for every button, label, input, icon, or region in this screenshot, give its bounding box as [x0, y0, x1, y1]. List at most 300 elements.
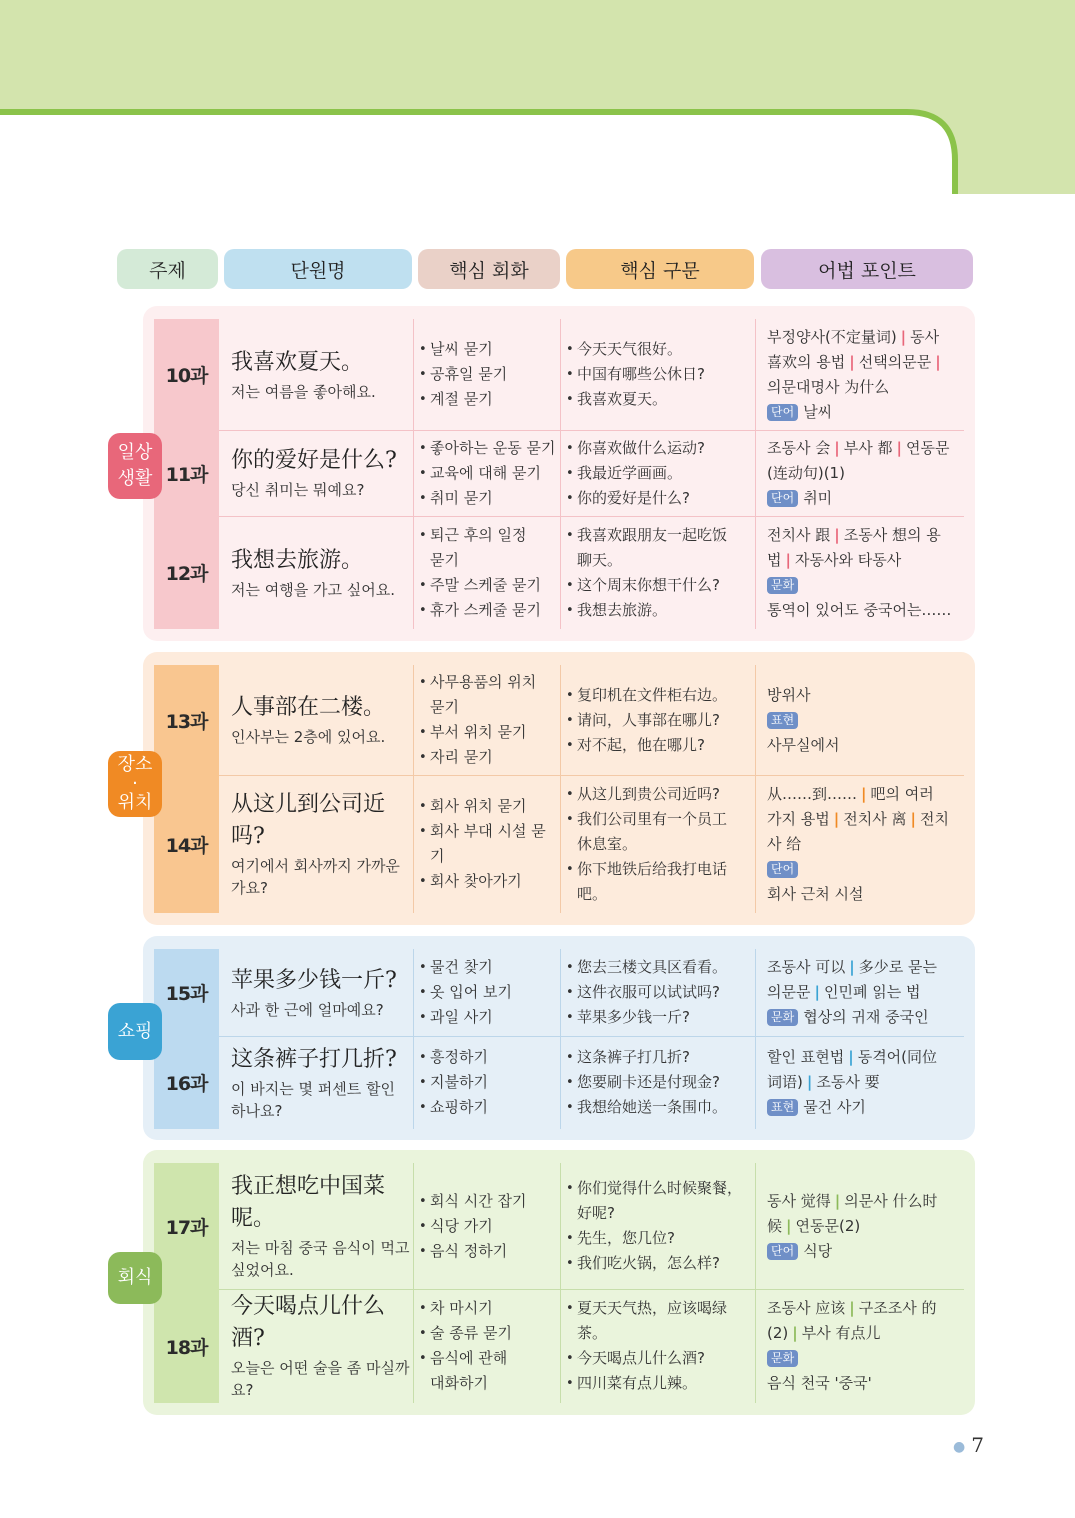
- grammar-text: 词语): [767, 1073, 803, 1091]
- column-divider: [413, 665, 414, 775]
- grammar-separator: |: [834, 525, 840, 544]
- grammar-line: [767, 1239, 959, 1264]
- grammar-tag: 단어: [767, 404, 798, 421]
- lesson-title-chinese: 你的爱好是什么?: [231, 448, 397, 473]
- grammar-cell: [767, 775, 959, 913]
- grammar-line: [767, 1045, 959, 1070]
- syntax-item-text: 我想去旅游。: [577, 600, 668, 619]
- grammar-text: 법: [767, 550, 782, 569]
- conversation-item: [419, 337, 559, 362]
- grammar-text: 자동사와 타동사: [794, 550, 902, 569]
- conversation-item: [419, 1005, 559, 1030]
- syntax-item-text: 今天喝点儿什么酒?: [577, 1349, 705, 1367]
- lesson-title-korean-line: 당신 취미는 뭐예요?: [231, 481, 365, 499]
- syntax-item: [566, 486, 754, 511]
- column-divider: [560, 776, 561, 913]
- column-divider: [413, 319, 414, 430]
- conversation-item: [419, 819, 559, 844]
- lesson-title-chinese: 我想去旅游。: [231, 547, 364, 573]
- column-divider: [755, 1290, 756, 1403]
- syntax-item-text: 苹果多少钱一斤?: [577, 1008, 690, 1026]
- column-divider: [560, 431, 561, 516]
- topic-badge-line: 장소: [117, 754, 153, 775]
- grammar-line: [767, 350, 959, 375]
- syntax-item: [566, 387, 754, 412]
- lesson-row: [154, 1163, 964, 1289]
- syntax-item-text: 中国有哪些公休日?: [577, 365, 705, 383]
- conversation-cell: [419, 319, 559, 430]
- conversation-item-text: 공휴일 묻기: [430, 365, 508, 383]
- conversation-item-text: 식당 가기: [430, 1216, 493, 1235]
- syntax-list: [566, 782, 754, 907]
- grammar-text: 음식 천국 '중국': [767, 1374, 872, 1392]
- lesson-title-korean: [231, 726, 411, 748]
- conversation-list: [419, 523, 559, 623]
- syntax-item-text: 我想给她送一条围巾。: [577, 1098, 728, 1116]
- lesson-row: [154, 1036, 964, 1129]
- syntax-list: [566, 1045, 754, 1120]
- grammar-line: [767, 523, 959, 548]
- syntax-cell: [566, 1163, 754, 1289]
- lesson-row: [154, 775, 964, 913]
- conversation-item-text: 퇴근 후의 일정: [430, 525, 527, 544]
- conversation-item: [419, 980, 559, 1005]
- conversation-item-text: 회사 위치 묻기: [430, 797, 527, 815]
- syntax-item: [566, 1296, 754, 1321]
- grammar-separator: |: [834, 1191, 841, 1210]
- lesson-title-korean-line: 여기에서 회사까지 가까운: [231, 857, 400, 875]
- conversation-list: [419, 1045, 559, 1120]
- conversation-item: [419, 486, 559, 511]
- syntax-item: [566, 683, 754, 708]
- syntax-item: [566, 573, 754, 598]
- syntax-item-text: 你们觉得什么时候聚餐，: [577, 1179, 743, 1197]
- syntax-item: [566, 598, 754, 623]
- syntax-item-text: 这条裤子打几折?: [577, 1048, 690, 1066]
- grammar-text: 候: [767, 1216, 783, 1235]
- grammar-tag: 표현: [767, 712, 798, 729]
- syntax-item: [566, 1045, 754, 1070]
- lesson-number: 10과: [165, 365, 208, 387]
- lesson-title-korean: [231, 1357, 411, 1401]
- topic-badge: [108, 433, 162, 499]
- column-divider: [413, 1163, 414, 1289]
- syntax-item-text: 我喜欢夏天。: [577, 390, 668, 408]
- grammar-line: [767, 486, 959, 511]
- grammar-text: (2): [767, 1324, 789, 1342]
- lesson-title-korean-line: 인사부는 2층에 있어요.: [231, 728, 386, 746]
- grammar-separator: |: [786, 1216, 792, 1235]
- conversation-list: [419, 670, 559, 770]
- grammar-line: [767, 733, 959, 758]
- conversation-list: [419, 337, 559, 412]
- conversation-item: [419, 844, 559, 869]
- page-number-text: 7: [971, 1433, 984, 1457]
- grammar-tag-text: 물건 사기: [803, 1098, 866, 1116]
- top-decorative-band: [0, 0, 1075, 194]
- lesson-title-cell: [231, 430, 411, 516]
- conversation-item-text: 사무용품의 위치: [430, 673, 537, 691]
- grammar-separator: |: [935, 352, 941, 371]
- grammar-tag: 단어: [767, 1243, 798, 1260]
- column-divider: [755, 776, 756, 913]
- grammar-cell: [767, 430, 959, 516]
- lesson-row: [154, 516, 964, 629]
- lesson-title-chinese: 吗?: [231, 824, 265, 849]
- grammar-text: 多少로 묻는: [858, 958, 937, 976]
- grammar-tag: 단어: [767, 861, 798, 878]
- conversation-item-text: 휴가 스케줄 묻기: [430, 600, 541, 619]
- syntax-cell: [566, 665, 754, 775]
- grammar-text: 의문대명사 为什么: [767, 377, 890, 396]
- conversation-item-text: 묻기: [430, 550, 459, 569]
- column-divider: [755, 1037, 756, 1129]
- grammar-separator: |: [849, 1299, 855, 1317]
- topic-badge: [108, 751, 162, 817]
- grammar-separator: |: [896, 438, 902, 457]
- grammar-line: [767, 807, 959, 832]
- conversation-item-text: 자리 묻기: [430, 748, 493, 766]
- conversation-cell: [419, 516, 559, 629]
- grammar-text: (连动句)(1): [767, 463, 845, 482]
- syntax-item-text: 我们公司里有一个员工: [577, 809, 728, 828]
- grammar-line: [767, 1189, 959, 1214]
- conversation-item: [419, 461, 559, 486]
- conversation-item: [419, 1346, 559, 1371]
- topic-badge-line: ·: [132, 773, 138, 794]
- grammar-text: 사무실에서: [767, 735, 840, 754]
- conversation-item-text: 기: [430, 847, 445, 865]
- conversation-item-text: 음식 정하기: [430, 1241, 508, 1260]
- syntax-item-text: 我最近学画画。: [577, 463, 683, 482]
- lesson-title-chinese: 从这儿到公司近: [231, 792, 386, 817]
- syntax-list: [566, 683, 754, 758]
- grammar-tag: 문화: [767, 1009, 798, 1026]
- grammar-separator: |: [910, 809, 916, 828]
- conversation-item-text: 물건 찾기: [430, 958, 493, 976]
- syntax-list: [566, 337, 754, 412]
- conversation-cell: [419, 1163, 559, 1289]
- syntax-item: [566, 1321, 754, 1346]
- column-divider: [755, 665, 756, 775]
- lesson-row: [154, 665, 964, 775]
- grammar-text: 인민폐 읽는 법: [823, 983, 921, 1001]
- grammar-separator: |: [849, 958, 855, 976]
- column-divider: [755, 319, 756, 430]
- syntax-item: [566, 1251, 754, 1276]
- lesson-title-korean: [231, 855, 411, 899]
- conversation-item: [419, 745, 559, 770]
- syntax-item-text: 复印机在文件柜右边。: [577, 685, 728, 704]
- grammar-line: [767, 1095, 959, 1120]
- syntax-list: [566, 955, 754, 1030]
- column-divider: [560, 319, 561, 430]
- conversation-item-text: 회식 시간 잡기: [430, 1191, 527, 1210]
- lesson-number: 18과: [165, 1336, 208, 1359]
- column-divider: [755, 1163, 756, 1289]
- syntax-list: [566, 436, 754, 511]
- lesson-title-korean-line: 이 바지는 몇 퍼센트 할인: [231, 1079, 395, 1098]
- topic-badge-line: 일상: [117, 442, 153, 463]
- conversation-item-text: 날씨 묻기: [430, 340, 493, 358]
- topic-badge: [108, 1252, 162, 1304]
- grammar-line: [767, 400, 959, 425]
- header-grammar: 어법 포인트: [761, 249, 973, 289]
- syntax-item: [566, 807, 754, 832]
- lesson-number: 12과: [165, 563, 208, 585]
- conversation-item: [419, 598, 559, 623]
- grammar-tag: 문화: [767, 577, 798, 594]
- grammar-line: [767, 375, 959, 400]
- conversation-item: [419, 1070, 559, 1095]
- conversation-item: [419, 1239, 559, 1264]
- grammar-cell: [767, 1036, 959, 1129]
- grammar-text: 조동사 要: [816, 1073, 880, 1091]
- grammar-line: [767, 548, 959, 573]
- syntax-item-text: 你喜欢做什么运动?: [577, 438, 705, 457]
- grammar-text: 동격어(同位: [857, 1048, 938, 1066]
- lesson-row: [154, 949, 964, 1036]
- conversation-item: [419, 436, 559, 461]
- conversation-list: [419, 1296, 559, 1396]
- grammar-text: 전치사 离: [843, 809, 907, 828]
- conversation-item-text: 흥정하기: [430, 1048, 488, 1066]
- syntax-item: [566, 733, 754, 758]
- grammar-cell: [767, 665, 959, 775]
- conversation-item-text: 교육에 대해 묻기: [430, 463, 541, 482]
- syntax-item-text: 四川菜有点儿辣。: [577, 1374, 698, 1392]
- grammar-tag-text: 날씨: [803, 402, 833, 421]
- grammar-text: 从……到……: [767, 784, 858, 803]
- grammar-text: 통역이 있어도 중국어는……: [767, 600, 952, 619]
- topic-badge-line: 생활: [117, 468, 153, 489]
- syntax-item-text: 聊天。: [577, 550, 623, 569]
- lesson-title-korean-line: 저는 여행을 가고 싶어요.: [231, 580, 395, 599]
- lesson-title-cell: [231, 775, 411, 913]
- lesson-title-chinese: 苹果多少钱一斤?: [231, 967, 397, 993]
- syntax-item-text: 你的爱好是什么?: [577, 488, 690, 507]
- column-divider: [755, 431, 756, 516]
- grammar-text: 전치: [919, 809, 949, 828]
- syntax-item: [566, 337, 754, 362]
- lesson-number: 11과: [165, 463, 208, 486]
- lesson-title-cell: [231, 1163, 411, 1289]
- syntax-item: [566, 1095, 754, 1120]
- conversation-item: [419, 573, 559, 598]
- grammar-tag-text: 취미: [803, 488, 833, 507]
- grammar-line: [767, 1346, 959, 1371]
- syntax-item: [566, 523, 754, 548]
- conversation-item: [419, 387, 559, 412]
- syntax-item: [566, 461, 754, 486]
- lesson-title-korean-line: 저는 마침 중국 음식이 먹고: [231, 1239, 410, 1257]
- grammar-cell: [767, 949, 959, 1036]
- conversation-item: [419, 695, 559, 720]
- column-divider: [413, 776, 414, 913]
- conversation-item-text: 좋아하는 운동 묻기: [430, 438, 556, 457]
- grammar-text: 부사 都: [843, 438, 893, 457]
- syntax-item: [566, 1070, 754, 1095]
- grammar-separator: |: [806, 1073, 813, 1091]
- syntax-item: [566, 436, 754, 461]
- grammar-line: [767, 1214, 959, 1239]
- grammar-tag: 표현: [767, 1099, 798, 1116]
- syntax-item: [566, 882, 754, 907]
- lesson-row: [154, 430, 964, 516]
- grammar-text: 조동사 可以: [767, 958, 846, 976]
- syntax-item-text: 夏天天气热，应该喝绿: [577, 1299, 728, 1317]
- grammar-separator: |: [785, 550, 791, 569]
- grammar-text: 가지 용법: [767, 809, 830, 828]
- syntax-item: [566, 782, 754, 807]
- lesson-title-cell: [231, 1036, 411, 1129]
- column-divider: [560, 517, 561, 629]
- conversation-item-text: 과일 사기: [430, 1008, 493, 1026]
- grammar-text: 조동사 应该: [767, 1299, 846, 1317]
- grammar-text: 회사 근처 시설: [767, 884, 864, 903]
- column-divider: [413, 431, 414, 516]
- conversation-item: [419, 869, 559, 894]
- lesson-title-chinese: 今天喝点儿什么: [231, 1294, 386, 1319]
- grammar-separator: |: [814, 983, 820, 1001]
- syntax-item-text: 这件衣服可以试试吗?: [577, 983, 720, 1001]
- conversation-item: [419, 1214, 559, 1239]
- column-divider: [413, 949, 414, 1036]
- column-divider: [560, 1163, 561, 1289]
- page-dot-icon: ●: [953, 1438, 966, 1455]
- grammar-line: [767, 708, 959, 733]
- lesson-title-chinese: 这条裤子打几折?: [231, 1046, 397, 1072]
- grammar-line: [767, 882, 959, 907]
- conversation-list: [419, 436, 559, 511]
- grammar-text: 喜欢의 용법: [767, 352, 846, 371]
- lesson-title-chinese: 我喜欢夏天。: [231, 349, 364, 375]
- syntax-item: [566, 1371, 754, 1396]
- grammar-cell: [767, 319, 959, 430]
- syntax-item: [566, 857, 754, 882]
- conversation-cell: [419, 1036, 559, 1129]
- grammar-text: 동사: [910, 327, 940, 346]
- conversation-item-text: 술 종류 묻기: [430, 1324, 512, 1342]
- conversation-item-text: 옷 입어 보기: [430, 983, 512, 1001]
- lesson-number: 13과: [165, 710, 208, 733]
- conversation-item-text: 계절 묻기: [430, 390, 493, 408]
- grammar-tag: 단어: [767, 490, 798, 507]
- lesson-title-korean-line: 사과 한 근에 얼마예요?: [231, 1000, 384, 1019]
- syntax-cell: [566, 775, 754, 913]
- conversation-item: [419, 523, 559, 548]
- syntax-item: [566, 1226, 754, 1251]
- syntax-item-text: 请问，人事部在哪儿?: [577, 710, 720, 729]
- conversation-list: [419, 794, 559, 894]
- lesson-title-korean: [231, 381, 411, 403]
- lesson-number: 16과: [165, 1073, 208, 1095]
- grammar-text: 조동사 想의 용: [843, 525, 941, 544]
- syntax-item: [566, 1346, 754, 1371]
- conversation-item-text: 차 마시기: [430, 1299, 493, 1317]
- topic-badge: [108, 1003, 162, 1060]
- lesson-number: 14과: [165, 834, 208, 857]
- conversation-list: [419, 1189, 559, 1264]
- topic-badge-line: 위치: [117, 792, 153, 813]
- column-divider: [560, 949, 561, 1036]
- syntax-item-text: 你下地铁后给我打电话: [577, 859, 728, 878]
- lesson-title-cell: [231, 1289, 411, 1403]
- lesson-title-korean-line: 오늘은 어떤 술을 좀 마실까요?: [231, 1359, 410, 1399]
- grammar-line: [767, 461, 959, 486]
- grammar-text: 조동사 会: [767, 438, 831, 457]
- grammar-separator: |: [861, 784, 867, 803]
- conversation-item: [419, 1321, 559, 1346]
- lesson-title-chinese: 酒?: [231, 1326, 265, 1351]
- conversation-item: [419, 1189, 559, 1214]
- header-syntax: 핵심 구문: [566, 249, 754, 289]
- conversation-item-text: 지불하기: [430, 1073, 488, 1091]
- grammar-text: 부정양사(不定量词): [767, 327, 897, 346]
- conversation-item: [419, 1371, 559, 1396]
- syntax-list: [566, 523, 754, 623]
- syntax-item-text: 这个周末你想干什么?: [577, 575, 720, 594]
- topic-badge-line: 회식: [117, 1267, 153, 1288]
- conversation-item-text: 대화하기: [430, 1374, 488, 1392]
- grammar-line: [767, 1070, 959, 1095]
- grammar-line: [767, 832, 959, 857]
- grammar-line: [767, 325, 959, 350]
- syntax-item: [566, 1005, 754, 1030]
- conversation-item: [419, 670, 559, 695]
- column-divider: [413, 517, 414, 629]
- grammar-separator: |: [834, 438, 840, 457]
- grammar-line: [767, 1321, 959, 1346]
- grammar-text: 사 给: [767, 834, 802, 853]
- grammar-text: 연동문(2): [795, 1216, 861, 1235]
- conversation-item-text: 부서 위치 묻기: [430, 723, 527, 741]
- syntax-cell: [566, 516, 754, 629]
- conversation-item: [419, 1095, 559, 1120]
- lesson-title-chinese: 人事部在二楼。: [231, 695, 386, 720]
- conversation-item: [419, 1045, 559, 1070]
- conversation-item: [419, 794, 559, 819]
- column-divider: [560, 1037, 561, 1129]
- grammar-text: 吧의 여러: [870, 784, 934, 803]
- grammar-tag: 문화: [767, 1350, 798, 1367]
- conversation-item: [419, 548, 559, 573]
- syntax-item: [566, 832, 754, 857]
- syntax-item-text: 吧。: [577, 884, 608, 903]
- grammar-line: [767, 980, 959, 1005]
- syntax-cell: [566, 1289, 754, 1403]
- grammar-line: [767, 1005, 959, 1030]
- conversation-item-text: 음식에 관해: [430, 1349, 508, 1367]
- lesson-title-korean-line: 저는 여름을 좋아해요.: [231, 382, 376, 401]
- grammar-text: 부사 有点儿: [801, 1324, 881, 1342]
- lesson-title-korean-line: 가요?: [231, 879, 268, 897]
- conversation-list: [419, 955, 559, 1030]
- syntax-item: [566, 955, 754, 980]
- syntax-item-text: 先生，您几位?: [577, 1229, 675, 1247]
- conversation-item: [419, 955, 559, 980]
- syntax-item: [566, 1201, 754, 1226]
- syntax-list: [566, 1296, 754, 1396]
- syntax-cell: [566, 430, 754, 516]
- grammar-separator: |: [900, 327, 907, 346]
- grammar-line: [767, 782, 959, 807]
- syntax-item-text: 从这儿到贵公司近吗?: [577, 784, 720, 803]
- grammar-cell: [767, 1163, 959, 1289]
- page-number: [953, 1433, 984, 1457]
- lesson-title-cell: [231, 949, 411, 1036]
- syntax-item-text: 您要刷卡还是付现金?: [577, 1073, 720, 1091]
